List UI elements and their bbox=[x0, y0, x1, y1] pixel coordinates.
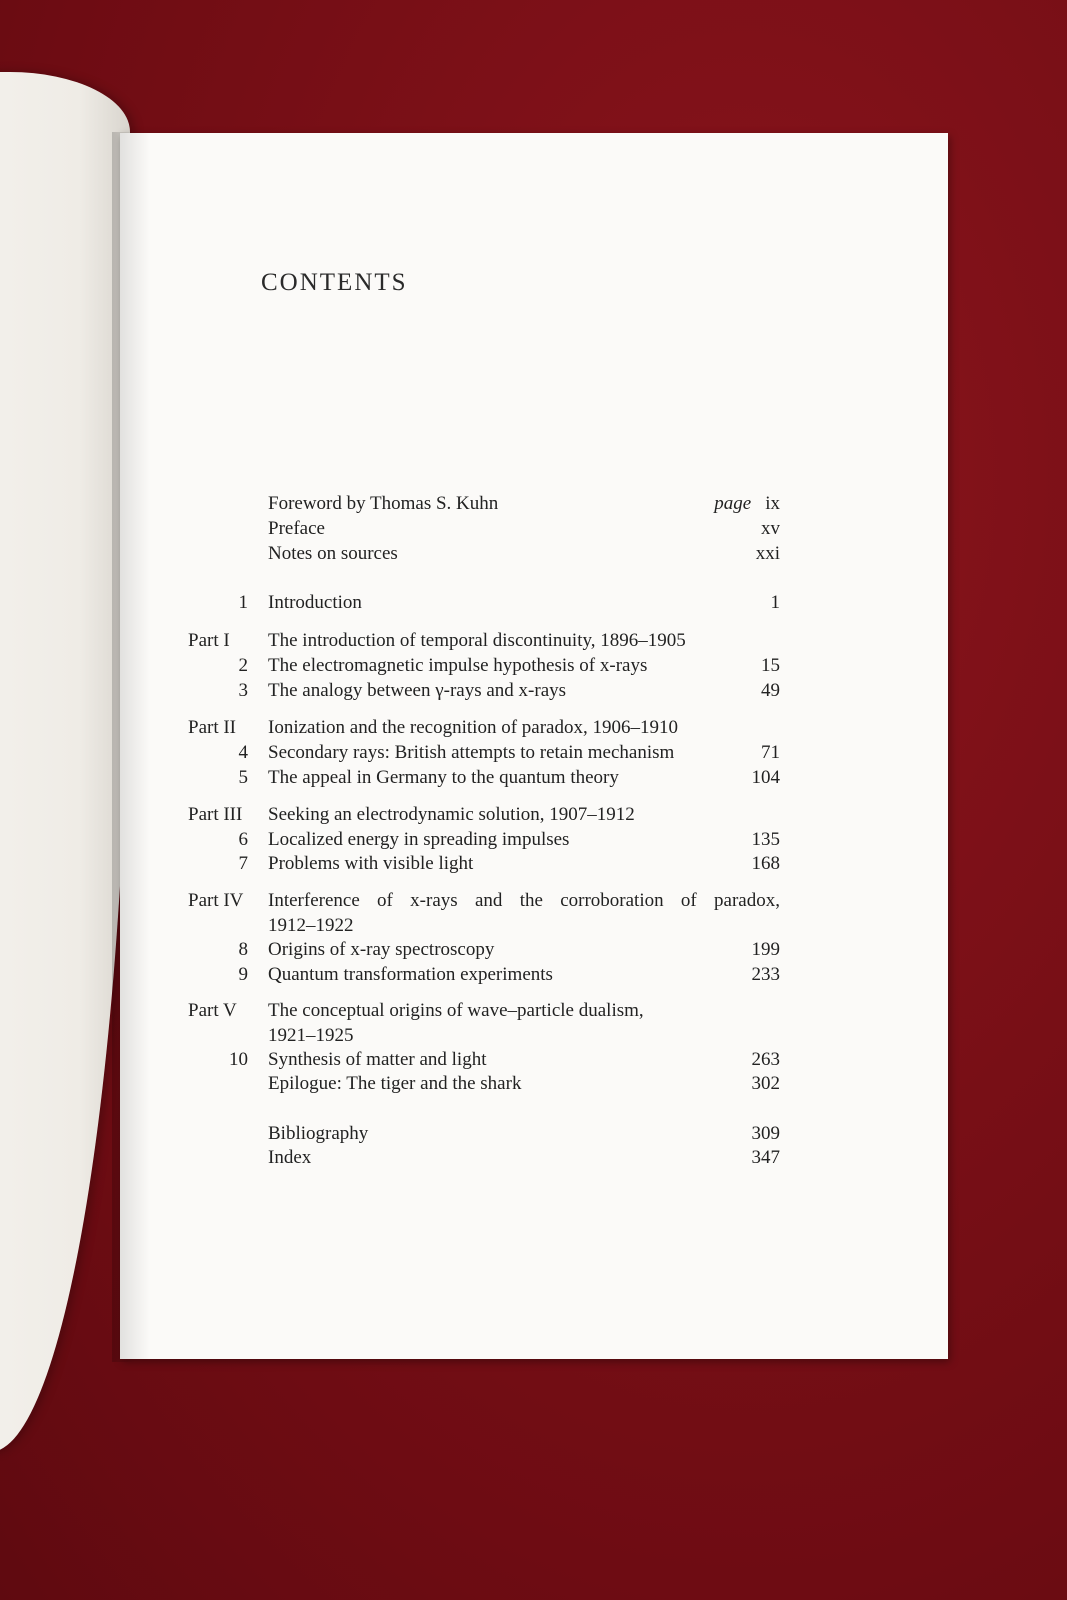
toc-entry-text: Synthesis of matter and light bbox=[268, 1049, 487, 1070]
chapter-number: 9 bbox=[238, 964, 248, 985]
toc-entry-text: The appeal in Germany to the quantum theory bbox=[268, 767, 619, 788]
toc-page-number: 233 bbox=[751, 964, 780, 985]
part-title: Ionization and the recognition of paradox, 1906–1910 bbox=[268, 717, 678, 738]
toc-page-number bbox=[680, 492, 780, 516]
toc-page-number: 309 bbox=[751, 1123, 780, 1144]
contents-page bbox=[120, 133, 948, 1359]
table-of-contents bbox=[120, 133, 948, 1359]
toc-row-preface bbox=[120, 517, 948, 541]
part-label: Part II bbox=[188, 717, 237, 738]
toc-row-chapter bbox=[120, 766, 948, 790]
toc-entry-text: Origins of x-ray spectroscopy bbox=[268, 939, 495, 960]
toc-entry-text: Secondary rays: British attempts to retain mechanism bbox=[268, 742, 675, 763]
chapter-number: 8 bbox=[238, 939, 248, 960]
part-title: Seeking an electrodynamic solution, 1907–1912 bbox=[268, 804, 635, 825]
toc-row-chapter bbox=[120, 938, 948, 962]
chapter-number: 7 bbox=[238, 853, 248, 874]
toc-row-foreword bbox=[120, 492, 948, 516]
toc-part-heading-continued bbox=[120, 1024, 948, 1048]
toc-entry-text: Index bbox=[268, 1147, 312, 1168]
toc-part-heading bbox=[120, 889, 948, 913]
chapter-number: 10 bbox=[229, 1049, 248, 1070]
chapter-number: 5 bbox=[238, 767, 248, 788]
toc-row-chapter bbox=[120, 1048, 948, 1072]
toc-page-number: 15 bbox=[761, 655, 780, 676]
chapter-number: 2 bbox=[238, 655, 248, 676]
left-page-edge bbox=[0, 72, 130, 1452]
toc-row-bibliography bbox=[120, 1122, 948, 1146]
toc-entry-text: Epilogue: The tiger and the shark bbox=[268, 1073, 522, 1094]
chapter-number: 1 bbox=[238, 592, 248, 613]
toc-row-chapter bbox=[120, 852, 948, 876]
toc-entry-text: Problems with visible light bbox=[268, 853, 474, 874]
toc-page-number: 1 bbox=[770, 592, 780, 613]
toc-page-number: 168 bbox=[751, 853, 780, 874]
toc-page-number: xv bbox=[761, 518, 780, 539]
toc-page-number: 49 bbox=[761, 680, 780, 701]
toc-page-number: 347 bbox=[751, 1147, 780, 1168]
page-title: CONTENTS bbox=[261, 269, 408, 296]
toc-entry-text: Foreword by Thomas S. Kuhn bbox=[268, 493, 499, 514]
toc-page-number: 263 bbox=[751, 1049, 780, 1070]
toc-entry-text: Quantum transformation experiments bbox=[268, 964, 553, 985]
chapter-number: 3 bbox=[238, 680, 248, 701]
toc-row-notes bbox=[120, 542, 948, 566]
toc-page-number: xxi bbox=[755, 543, 780, 564]
toc-row-epilogue bbox=[120, 1072, 948, 1096]
toc-part-heading-continued bbox=[120, 914, 948, 938]
part-title: The introduction of temporal discontinuity, 1896–1905 bbox=[268, 630, 686, 651]
toc-page-value: ix bbox=[765, 493, 780, 514]
toc-row-chapter bbox=[120, 679, 948, 703]
page-word: page bbox=[714, 493, 752, 514]
toc-entry-text: Preface bbox=[268, 518, 325, 539]
toc-row-chapter bbox=[120, 654, 948, 678]
toc-row-chapter bbox=[120, 963, 948, 987]
toc-row-chapter bbox=[120, 741, 948, 765]
toc-entry-text: The electromagnetic impulse hypothesis of x-rays bbox=[268, 655, 648, 676]
toc-part-heading bbox=[120, 803, 948, 827]
toc-entry-text: Localized energy in spreading impulses bbox=[268, 829, 570, 850]
toc-entry-text: Bibliography bbox=[268, 1123, 369, 1144]
toc-row-chapter bbox=[120, 828, 948, 852]
toc-page-number: 71 bbox=[761, 742, 780, 763]
toc-page-number: 199 bbox=[751, 939, 780, 960]
part-title-years: 1921–1925 bbox=[268, 1025, 354, 1046]
toc-entry-text: The analogy between γ-rays and x-rays bbox=[268, 680, 567, 701]
toc-entry-text: Notes on sources bbox=[268, 543, 398, 564]
toc-part-heading bbox=[120, 716, 948, 740]
chapter-number: 6 bbox=[238, 829, 248, 850]
part-label: Part III bbox=[188, 804, 243, 825]
part-title: The conceptual origins of wave–particle dualism, bbox=[268, 1000, 644, 1021]
part-label: Part I bbox=[188, 630, 230, 651]
toc-row-index bbox=[120, 1146, 948, 1170]
toc-page-number: 104 bbox=[751, 767, 780, 788]
part-label: Part IV bbox=[188, 890, 244, 911]
chapter-number: 4 bbox=[238, 742, 248, 763]
toc-part-heading bbox=[120, 629, 948, 653]
part-title: Interference of x-rays and the corroboration of paradox, bbox=[268, 890, 780, 911]
toc-page-number: 135 bbox=[751, 829, 780, 850]
toc-part-heading bbox=[120, 999, 948, 1023]
toc-entry-text: Introduction bbox=[268, 592, 362, 613]
toc-row-introduction bbox=[120, 591, 948, 615]
toc-page-number: 302 bbox=[751, 1073, 780, 1094]
part-label: Part V bbox=[188, 1000, 237, 1021]
part-title-years: 1912–1922 bbox=[268, 915, 354, 936]
